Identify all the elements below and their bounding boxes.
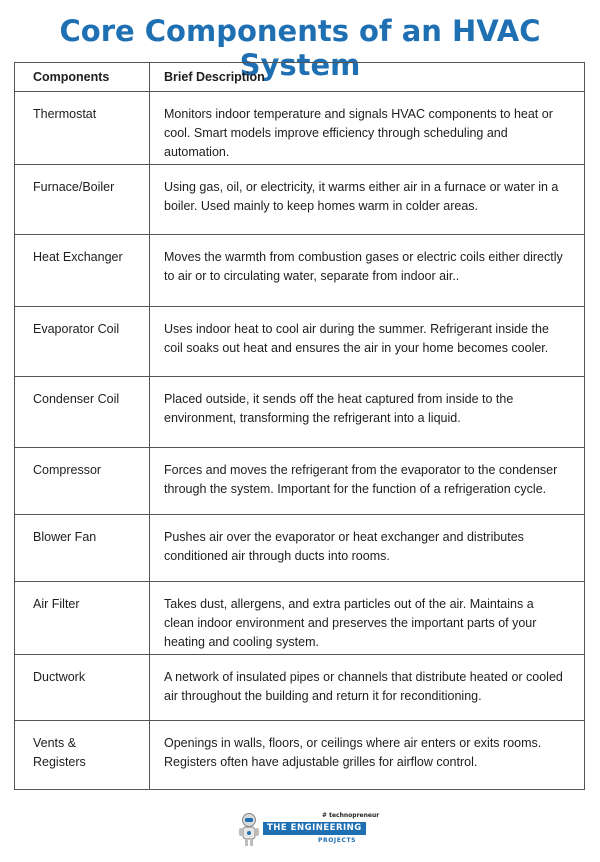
component-description: Moves the warmth from combustion gases or electric coils either directly to air or to circulating water, separate from indoor air.. [150,235,585,307]
table-row [15,235,585,307]
logo-brand: THE ENGINEERING [263,822,366,835]
table-row [15,721,585,790]
table-row [15,655,585,721]
component-description: Pushes air over the evaporator or heat exchanger and distributes conditioned air through ducts into rooms. [150,515,585,582]
component-description: Using gas, oil, or electricity, it warms either air in a furnace or water in a boiler. Used mainly to keep homes warm in colder areas. [150,165,585,235]
header-components: Components [15,63,150,92]
table-row [15,307,585,377]
header-brief-description: Brief Description [150,63,585,92]
component-name: Air Filter [15,582,150,655]
component-name: Compressor [15,448,150,515]
component-description: Placed outside, it sends off the heat captured from inside to the environment, transforming the refrigerant into a liquid. [150,377,585,448]
component-name: Evaporator Coil [15,307,150,377]
component-description: Openings in walls, floors, or ceilings where air enters or exits rooms. Registers often have adjustable grilles for airflow control. [150,721,585,790]
table-row [15,448,585,515]
component-name: Blower Fan [15,515,150,582]
components-table [14,62,585,790]
component-description: Takes dust, allergens, and extra particles out of the air. Maintains a clean indoor environment and preserves the important parts of your heating and cooling system. [150,582,585,655]
component-name: Vents & Registers [15,721,150,790]
table-row [15,165,585,235]
table-header-row [15,63,585,92]
component-name: Thermostat [15,92,150,165]
component-name: Furnace/Boiler [15,165,150,235]
table-row [15,582,585,655]
logo-tagline: # technopreneur [322,812,380,819]
logo-subtitle: PROJECTS [318,837,357,844]
robot-mascot-icon [238,812,260,848]
table-row [15,92,585,165]
component-name: Condenser Coil [15,377,150,448]
component-name: Ductwork [15,655,150,721]
table-row [15,515,585,582]
component-description: Uses indoor heat to cool air during the summer. Refrigerant inside the coil soaks out heat and ensures the air in your home becomes cooler. [150,307,585,377]
component-description: Forces and moves the refrigerant from the evaporator to the condenser through the system. Important for the function of a refrigeration cycle. [150,448,585,515]
component-name: Heat Exchanger [15,235,150,307]
component-description: Monitors indoor temperature and signals HVAC components to heat or cool. Smart models improve efficiency through scheduling and automation. [150,92,585,165]
component-description: A network of insulated pipes or channels that distribute heated or cooled air throughout the building and return it for reconditioning. [150,655,585,721]
table-row [15,377,585,448]
footer-logo [0,806,600,862]
page-title: Core Components of an HVAC System [59,14,541,82]
